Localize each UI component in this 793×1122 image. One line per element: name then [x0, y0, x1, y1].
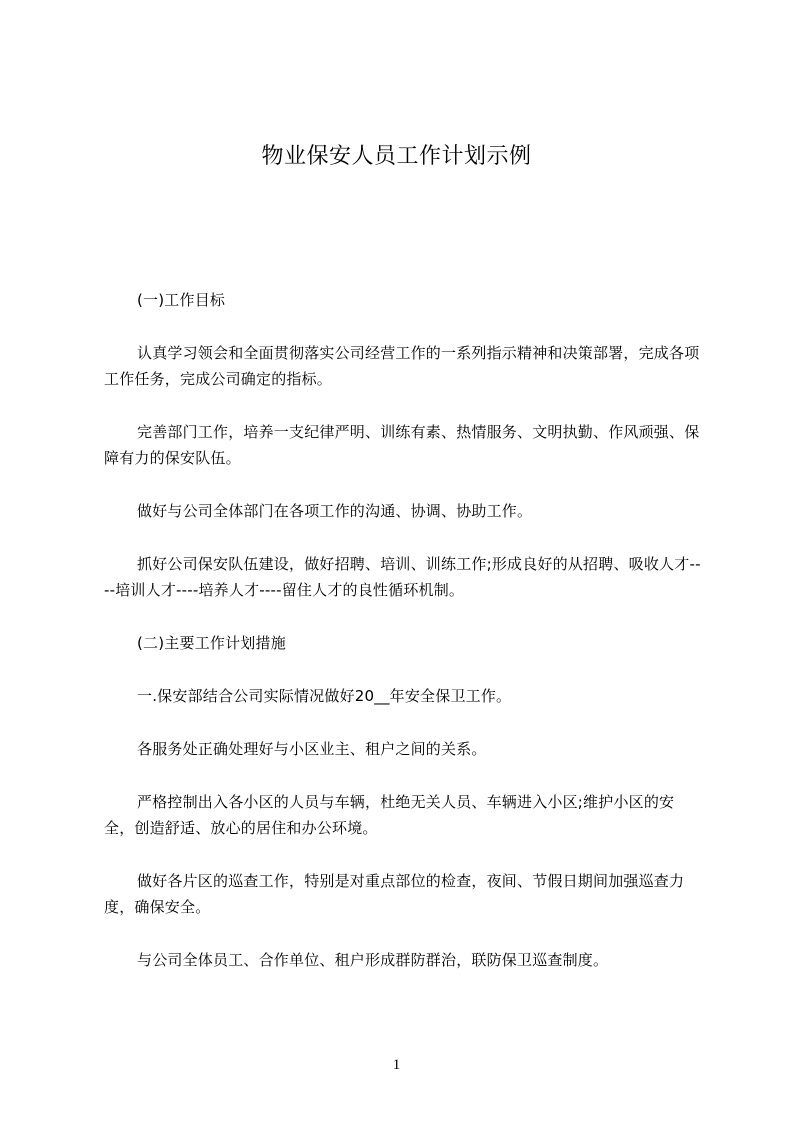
paragraph: 完善部门工作，培养一支纪律严明、训练有素、热情服务、文明执勤、作风顽强、保障有力的保安队伍。 — [104, 423, 700, 467]
paragraph: 抓好公司保安队伍建设，做好招聘、培训、训练工作;形成良好的从招聘、吸收人才----培训人才----培养人才----留住人才的良性循环机制。 — [104, 555, 701, 599]
paragraph: 做好与公司全体部门在各项工作的沟通、协调、协助工作。 — [137, 502, 533, 520]
section-heading-measures: (二)主要工作计划措施 — [137, 634, 286, 652]
paragraph: 与公司全体员工、合作单位、租户形成群防群治，联防保卫巡查制度。 — [137, 951, 609, 969]
paragraph: 严格控制出入各小区的人员与车辆，杜绝无关人员、车辆进入小区;维护小区的安全，创造舒适、放心的居住和办公环境。 — [104, 793, 675, 837]
section-heading-goals: (一)工作目标 — [137, 291, 226, 309]
document-title: 物业保安人员工作计划示例 — [261, 144, 532, 169]
paragraph: 认真学习领会和全面贯彻落实公司经营工作的一系列指示精神和决策部署，完成各项工作任务，完成公司确定的指标。 — [104, 344, 700, 388]
page-number: 1 — [392, 1057, 401, 1073]
paragraph: 做好各片区的巡查工作，特别是对重点部位的检查，夜间、节假日期间加强巡查力度，确保安全。 — [104, 872, 685, 916]
paragraph: 一.保安部结合公司实际情况做好20__年安全保卫工作。 — [137, 687, 512, 705]
document-body — [104, 287, 704, 1000]
paragraph: 各服务处正确处理好与小区业主、租户之间的关系。 — [137, 740, 487, 758]
